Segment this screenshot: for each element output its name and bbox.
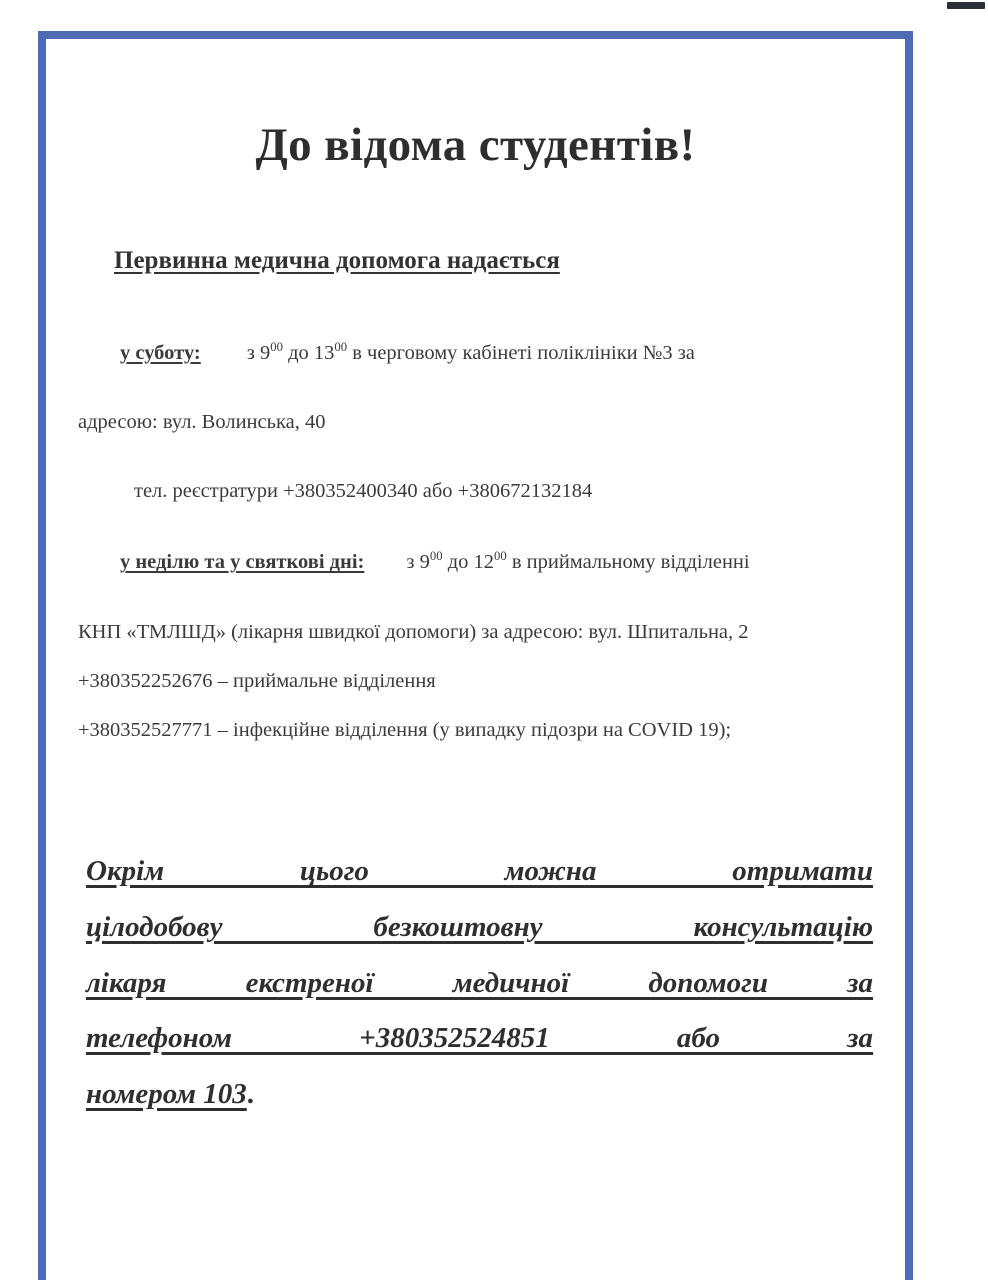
sunday-reception-phone-block xyxy=(78,664,873,699)
emergency-hotline-highlight xyxy=(78,844,873,1122)
sunday-time-to-sup: 00 xyxy=(494,549,507,564)
highlight-line-4: телефоном +380352524851 або за xyxy=(86,1022,873,1055)
sunday-facility-line: КНП «ТМЛШД» (лікарня швидкої допомоги) за адресою: вул. Шпитальна, 2 xyxy=(78,620,749,643)
saturday-schedule-block xyxy=(78,336,873,371)
highlight-line-2: цілодобову безкоштовну консультацію xyxy=(86,911,873,944)
highlight-line-1: Окрім цього можна отримати xyxy=(86,855,873,888)
scan-edge-artifact xyxy=(947,2,985,9)
saturday-time-from: з 9 xyxy=(246,341,271,364)
saturday-sunday-spacer xyxy=(78,509,873,545)
saturday-time-to: до 13 xyxy=(288,341,335,364)
saturday-lead-label: у суботу: xyxy=(120,341,201,364)
section-heading xyxy=(78,246,873,276)
highlight-spacer xyxy=(78,748,873,844)
saturday-registry-phones: тел. реєстратури +380352400340 або +380672132184 xyxy=(134,480,593,503)
sunday-infectious-phone-block xyxy=(78,713,873,748)
sunday-facility-block xyxy=(78,615,873,650)
saturday-time-from-sup: 00 xyxy=(270,339,283,354)
saturday-phone-block xyxy=(78,474,873,509)
saturday-time-to-sup: 00 xyxy=(334,339,348,354)
sunday-time-from: з 9 xyxy=(406,551,430,574)
document-content xyxy=(78,120,873,1123)
highlight-line-5: номером 103 xyxy=(86,1078,247,1111)
sunday-schedule-block xyxy=(78,545,873,580)
sunday-time-from-sup: 00 xyxy=(429,549,443,564)
highlight-line-3: лікаря екстреної медичної допомоги за xyxy=(86,966,873,999)
section-heading-text: Первинна медична допомога надається xyxy=(114,246,560,274)
saturday-place: в черговому кабінеті поліклініки №3 за xyxy=(352,341,695,364)
sunday-place: в приймальному відділенні xyxy=(511,551,750,574)
sunday-infectious-phone: +380352527771 – інфекційне відділення (у випадку підозри на COVID 19); xyxy=(78,719,732,742)
sunday-time-to: до 12 xyxy=(447,551,495,574)
saturday-address-block xyxy=(78,405,873,440)
sunday-reception-phone: +380352252676 – приймальне відділення xyxy=(78,669,436,692)
highlight-line-5-period: . xyxy=(246,1078,254,1111)
sunday-lead-label: у неділю та у святкові дні: xyxy=(120,551,365,574)
saturday-address-line: адресою: вул. Волинська, 40 xyxy=(78,410,326,433)
highlight-line-5-wrap xyxy=(86,1078,254,1110)
page-title: До відома студентів! xyxy=(255,119,696,171)
